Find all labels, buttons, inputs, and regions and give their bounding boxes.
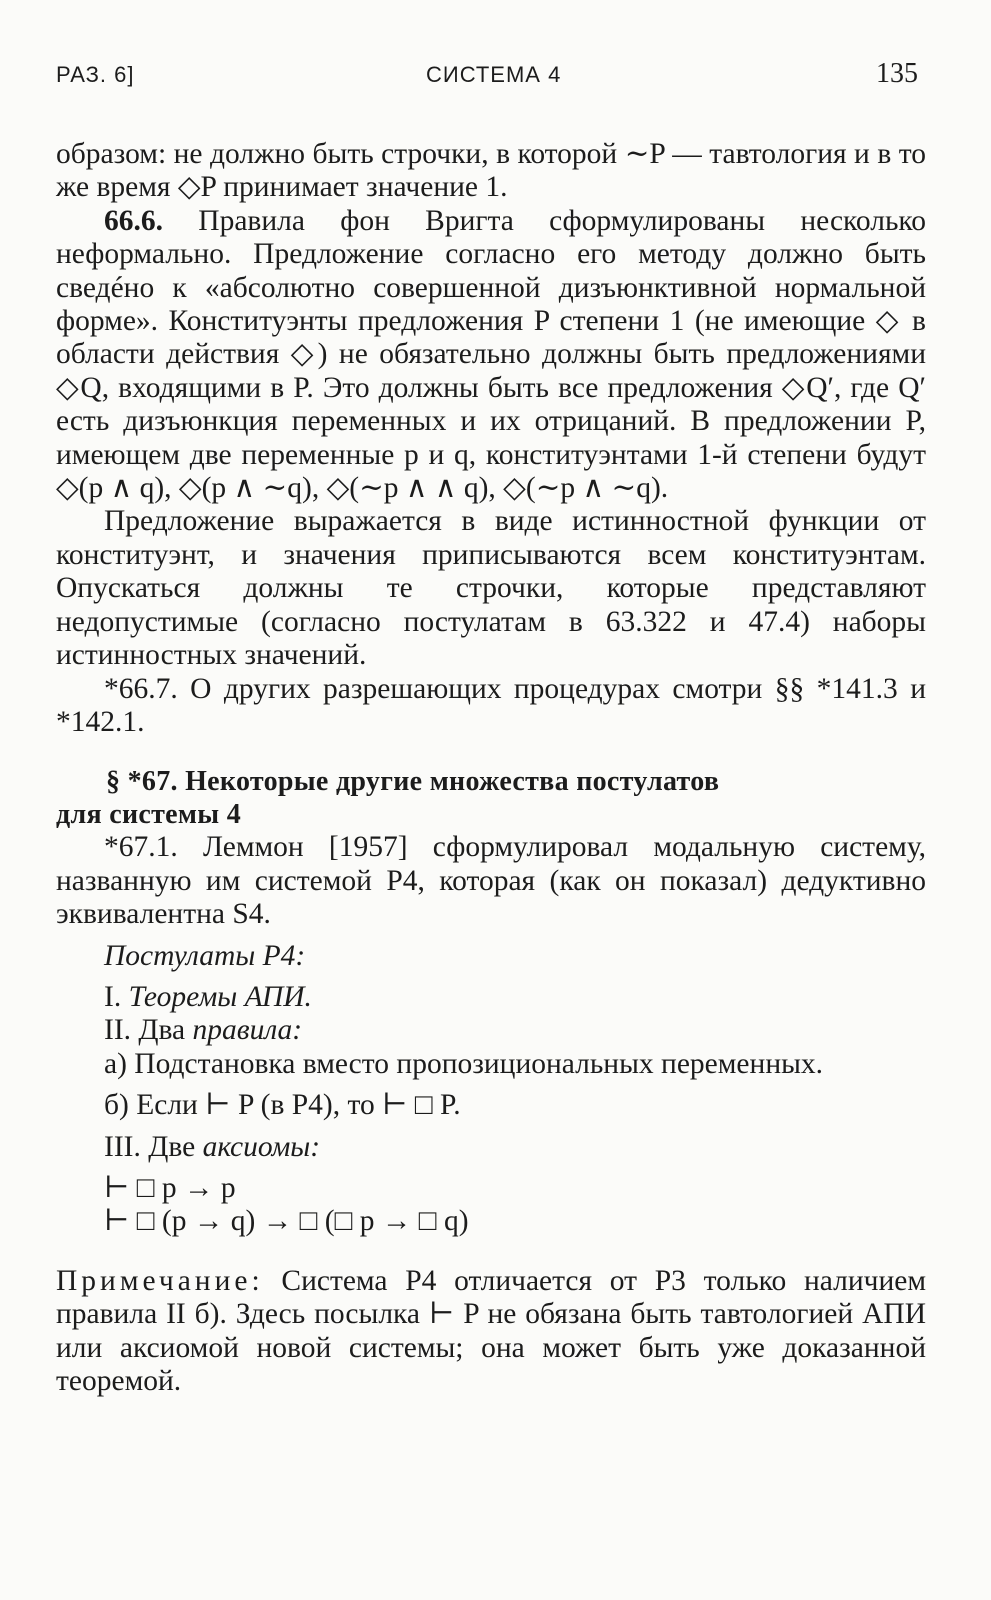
header-chapter-ref: РАЗ. 6] — [56, 62, 135, 87]
paragraph-67-1: *67.1. Леммон [1957] сформулировал модальную систему, названную им системой P4, которая (как он показал) дедуктивно эквивалентна S4. — [56, 831, 926, 931]
postulate-item-1 — [56, 981, 926, 1014]
header-title: СИСТЕМА 4 — [426, 62, 562, 87]
item-number: III. Две — [104, 1130, 196, 1163]
item-number: I. — [104, 980, 122, 1013]
note-text: Система P4 отличается от P3 только наличием правила II б). Здесь посылка ⊢ P не обязана быть тавтологией АПИ или аксиомой новой системы; она может быть уже доказанной теоремой. — [56, 1264, 926, 1397]
section-heading — [56, 765, 926, 831]
paragraph-truth-function: Предложение выражается в виде истинностной функции от конституэнт, и значения приписываются всем конституэнтам. Опускаться должны те строчки, которые представляют недопустимые (согласно постулатам в 63.322 и 47.4) наборы истинностных значений. — [56, 505, 926, 672]
axiom-1: ⊢ □ p → p — [104, 1171, 236, 1204]
paragraph-number: 66.6. — [104, 204, 163, 237]
section-heading-line-1: § *67. Некоторые другие множества постулатов — [106, 766, 720, 798]
page-body — [56, 138, 926, 1398]
paragraph-66-6 — [56, 205, 926, 506]
paragraph-text: Правила фон Вригта сформулированы несколько неформально. Предложение согласно его методу должно быть сведéно к «абсолютно совершенной дизъюнктивной нормальной форме». Конституэнты предложения P степени 1 (не имеющие ◇ в области действия ◇) не обязательно должны быть предложениями ◇Q, входящими в P. Это должны быть все предложения ◇Q′, где Q′ есть дизъюнкция переменных и их отрицаний. В предложении P, имеющем две переменные p и q, конституэнтами 1-й степени будут ◇(p ∧ q), ◇(p ∧ ∼q), ◇(∼p ∧ ∧ q), ◇(∼p ∧ ∼q). — [56, 204, 927, 505]
page-number: 135 — [876, 58, 918, 89]
paragraph-continuation: образом: не должно быть строчки, в которой ∼P — тавтология и в то же время ◇P принимает значение 1. — [56, 138, 926, 204]
rule-a: а) Подстановка вместо пропозициональных переменных. — [104, 1047, 824, 1080]
postulates-heading-text: Постулаты P4: — [104, 939, 306, 972]
running-header — [0, 58, 991, 98]
postulates-heading — [56, 940, 926, 973]
axiom-2: ⊢ □ (p → q) → □ (□ p → □ q) — [104, 1205, 469, 1238]
note-label: Примечание: — [56, 1264, 264, 1297]
paragraph-66-7: *66.7. О других разрешающих процедурах смотри §§ *141.3 и *142.1. — [56, 672, 926, 738]
postulate-item-3 — [56, 1131, 926, 1164]
item-text: правила: — [192, 1014, 303, 1047]
postulate-item-2 — [56, 1014, 926, 1047]
item-text: Теоремы АПИ. — [128, 980, 312, 1013]
section-heading-line-2: для системы 4 — [56, 799, 242, 831]
note-paragraph — [56, 1265, 926, 1399]
item-text: аксиомы: — [202, 1130, 321, 1163]
rule-b: б) Если ⊢ P (в P4), то ⊢ □ P. — [104, 1089, 461, 1122]
item-number: II. Два — [104, 1014, 186, 1047]
